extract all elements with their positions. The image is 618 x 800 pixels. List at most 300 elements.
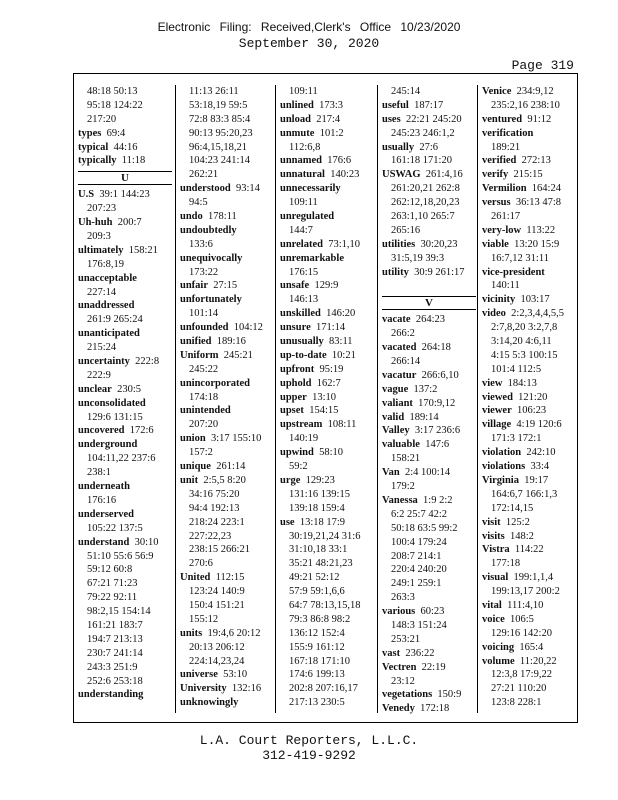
index-word: view [482,377,503,389]
index-refs: 3:17 155:10 [210,433,262,445]
index-entry [180,321,274,335]
index-word: Virginia [482,474,519,486]
index-word: viewer [482,405,512,417]
index-continuation: 20:13 206:12 [189,641,245,653]
index-column-2 [175,85,274,713]
index-refs: 111:4,10 [507,599,544,611]
index-continuation: 101:14 [189,308,219,320]
index-refs: 171:14 [316,322,346,334]
index-refs: 187:17 [414,99,444,111]
index-entry [280,363,374,377]
index-entry [180,279,274,293]
index-entry [382,369,476,383]
index-continuation: 53:18,19 59:5 [189,99,248,111]
index-word: unnatural [280,169,325,181]
index-continuation: 35:21 48:21,23 [289,558,353,570]
index-word: unfortunately [180,294,242,306]
index-refs: 189:16 [216,336,246,348]
index-continuation: 202:8 207:16,17 [289,683,358,695]
index-continuation: 112:6,8 [289,141,321,153]
index-entry [180,474,274,488]
index-refs: 147:6 [425,439,450,451]
index-continuation: 261:9 265:24 [87,314,143,326]
index-refs: 264:18 [421,342,451,354]
index-entry [280,418,374,432]
index-word: unacceptable [78,272,137,284]
blank-line [382,279,476,293]
index-refs: 22:21 245:20 [405,113,462,125]
index-entry [482,307,576,321]
index-word: urge [280,474,301,486]
index-continuation: 6:2 25:7 42:2 [391,508,448,520]
index-word: uncovered [78,425,125,437]
index-continuation: 245:22 [189,363,219,375]
index-word: Vermilion [482,183,527,195]
index-continuation: 173:22 [189,266,219,278]
index-word: unconsolidated [78,397,146,409]
index-continuation: 150:4 151:21 [189,599,245,611]
index-word: unit [180,474,199,486]
index-continuation: 253:21 [391,633,421,645]
index-entry [482,641,576,655]
index-refs: 53:10 [223,669,248,681]
index-word: Uh-huh [78,217,113,229]
index-refs: 121:20 [518,391,548,403]
index-entry [482,404,576,418]
index-entry [78,188,172,202]
index-continuation: 72:8 83:3 85:4 [189,113,251,125]
index-continuation: 222:9 [87,369,111,381]
index-entry [180,210,274,224]
index-continuation: 263:1,10 265:7 [391,211,455,223]
index-refs: 11:20,22 [519,655,557,667]
index-refs: 164:24 [531,183,561,195]
index-word: Valley [382,425,410,437]
index-entry [482,168,576,182]
index-refs: 272:13 [521,155,551,167]
index-word: vicinity [482,294,516,306]
index-entry [482,127,576,141]
index-continuation: 172:14,15 [491,502,534,514]
index-entry [78,508,172,522]
index-refs: 215:15 [513,169,543,181]
index-continuation: 16:7,12 31:11 [491,252,549,264]
index-word: universe [180,669,218,681]
index-entry [78,438,172,452]
index-entry [280,307,374,321]
index-entry [382,99,476,113]
index-entry [280,99,374,113]
index-column-5 [477,85,576,713]
index-continuation: 261:20,21 262:8 [391,183,460,195]
index-word: verified [482,155,517,167]
index-continuation: 220:4 240:20 [391,564,447,576]
index-word: volume [482,655,515,667]
index-continuation: 179:2 [391,481,415,493]
index-refs: 13:20 15:9 [514,238,560,250]
index-word: unknowingly [180,697,239,709]
index-entry [382,341,476,355]
index-entry [180,571,274,585]
index-word: vast [382,647,401,659]
index-continuation: 262:21 [189,169,219,181]
index-column-1 [78,85,172,713]
index-word: unremarkable [280,252,344,264]
index-word: unsure [280,322,311,334]
index-entry [280,252,374,266]
index-refs: 19:17 [524,474,549,486]
index-entry [482,655,576,669]
index-continuation: 109:11 [289,197,318,209]
index-continuation: 224:14,23,24 [189,655,245,667]
index-continuation: 167:18 171:10 [289,655,350,667]
index-word: unaddressed [78,300,135,312]
index-refs: 108:11 [327,419,357,431]
index-refs: 3:17 236:6 [414,425,461,437]
index-word: uncertainty [78,356,130,368]
index-word: uphold [280,377,312,389]
index-refs: 148:2 [510,530,534,542]
index-continuation: 12:3,8 17:9,22 [491,669,552,681]
index-word: unload [280,113,311,125]
index-word: verification [482,127,534,139]
index-entry [280,349,374,363]
index-word: unfounded [180,322,229,334]
index-refs: 2:4 100:14 [404,467,451,479]
index-word: unfair [180,280,209,292]
index-column-4 [377,85,476,713]
index-word: utilities [382,238,416,250]
index-continuation: 176:15 [289,266,319,278]
index-entry [382,647,476,661]
index-continuation: 94:4 192:13 [189,502,240,514]
index-word: visual [482,572,509,584]
index-entry [280,127,374,141]
index-continuation: 49:21 52:12 [289,572,340,584]
index-continuation: 176:8,19 [87,258,125,270]
index-continuation: 270:6 [189,558,213,570]
index-continuation: 146:13 [289,294,319,306]
index-continuation: 217:20 [87,113,117,125]
index-word: vacated [382,342,417,354]
index-continuation: 90:13 95:20,23 [189,127,253,139]
index-word: underserved [78,508,134,520]
index-continuation: 252:6 253:18 [87,675,143,687]
index-word: unlined [280,99,314,111]
index-word: upstream [280,419,323,431]
index-continuation: 177:18 [491,558,521,570]
index-entry [482,599,576,613]
index-continuation: 174:6 199:13 [289,669,345,681]
index-word: U.S [78,189,95,201]
index-entry [180,404,274,418]
index-refs: 39:1 144:23 [99,189,150,201]
index-entry [382,438,476,452]
index-continuation: 31:5,19 39:3 [391,252,445,264]
index-refs: 33:4 [530,461,550,473]
index-word: undoubtedly [180,224,237,236]
index-continuation: 155:9 161:12 [289,641,345,653]
index-word: upfront [280,363,315,375]
index-entry [280,238,374,252]
index-refs: 261:14 [216,461,246,473]
index-word: violation [482,447,522,459]
index-continuation: 164:6,7 166:1,3 [491,488,558,500]
index-continuation: 105:22 137:5 [87,522,143,534]
index-entry [482,474,576,488]
index-word: unsafe [280,280,310,292]
index-word: Vanessa [382,494,418,506]
index-refs: 112:15 [215,572,245,584]
index-refs: 104:12 [233,322,263,334]
index-entry [280,391,374,405]
index-refs: 140:23 [330,169,360,181]
index-word: visits [482,530,505,542]
index-refs: 60:23 [420,606,445,618]
index-word: types [78,127,102,139]
index-continuation: 59:12 60:8 [87,564,133,576]
index-entry [482,460,576,474]
index-entry [482,418,576,432]
index-entry [382,383,476,397]
index-entry [78,355,172,369]
index-word: valid [382,411,405,423]
index-entry [280,404,374,418]
index-entry [482,196,576,210]
index-entry [78,216,172,230]
index-word: unrelated [280,238,323,250]
index-word: voicing [482,641,515,653]
index-continuation: 227:22,23 [189,530,232,542]
index-entry [280,335,374,349]
index-continuation: 64:7 78:13,15,18 [289,599,361,611]
index-column-3 [275,85,374,713]
index-continuation: 51:10 55:6 56:9 [87,550,154,562]
index-word: versus [482,197,511,209]
index-word: visit [482,516,501,528]
index-refs: 27:15 [213,280,238,292]
index-continuation: 194:7 213:13 [87,633,143,645]
index-entry [382,141,476,155]
index-word: violations [482,461,526,473]
index-continuation: 263:3 [391,592,415,604]
index-entry [482,113,576,127]
index-word: upwind [280,447,314,459]
index-word: Vistra [482,544,510,556]
index-word: unincorporated [180,377,251,389]
index-continuation: 266:2 [391,328,415,340]
index-word: United [180,572,211,584]
index-continuation: 249:1 259:1 [391,578,442,590]
index-continuation: 174:18 [189,391,219,403]
index-continuation: 4:15 5:3 100:15 [491,349,558,361]
index-continuation: 139:18 159:4 [289,502,345,514]
index-word: Vectren [382,661,417,673]
index-word: understand [78,536,130,548]
index-continuation: 148:3 151:24 [391,619,447,631]
index-word: valiant [382,397,413,409]
index-entry [180,682,274,696]
index-refs: 4:19 120:6 [516,419,562,431]
index-refs: 242:10 [526,447,556,459]
index-continuation: 79:22 92:11 [87,592,138,604]
index-refs: 30:9 261:17 [414,266,465,278]
index-continuation: 57:9 59:1,6,6 [289,586,345,598]
index-entry [482,293,576,307]
index-word: use [280,516,295,528]
index-entry [482,530,576,544]
index-entry [382,605,476,619]
index-refs: 172:6 [129,425,154,437]
index-refs: 19:4,6 20:12 [207,627,261,639]
index-entry [482,266,576,280]
index-word: typical [78,141,109,153]
index-entry [180,668,274,682]
index-refs: 132:16 [231,683,262,695]
index-word: valuable [382,439,420,451]
index-word: unique [180,461,211,473]
index-continuation: 207:20 [189,419,219,431]
index-continuation: 161:18 171:20 [391,155,452,167]
index-continuation: 230:7 241:14 [87,647,143,659]
index-refs: 162:7 [316,377,341,389]
index-word: unnecessarily [280,183,341,195]
index-word: Van [382,467,400,479]
index-word: very-low [482,224,522,236]
index-continuation: 245:14 [391,86,421,97]
index-entry [382,702,476,716]
index-refs: 125:2 [505,516,530,528]
index-entry [280,516,374,530]
index-refs: 189:14 [409,411,439,423]
index-refs: 234:9,12 [516,86,554,97]
index-continuation: 23:12 [391,675,415,687]
index-entry [78,154,172,168]
index-continuation: 95:18 124:22 [87,99,143,111]
index-entry [280,474,374,488]
index-word: University [180,683,227,695]
index-continuation: 101:4 112:5 [491,363,542,375]
index-refs: 199:1,1,4 [513,572,554,584]
index-word: USWAG [382,169,421,181]
index-continuation: 176:16 [87,494,117,506]
index-continuation: 199:13,17 200:2 [491,586,560,598]
index-entry [78,127,172,141]
index-entry [180,349,274,363]
index-continuation: 140:11 [491,280,520,292]
index-word: ventured [482,113,523,125]
index-refs: 22:19 [421,661,446,673]
index-refs: 266:6,10 [421,369,459,381]
index-entry [280,210,374,224]
index-continuation: 208:7 214:1 [391,550,442,562]
index-entry [482,154,576,168]
index-entry [180,293,274,307]
index-word: usually [382,141,415,153]
index-refs: 103:17 [520,294,550,306]
index-entry [78,141,172,155]
index-refs: 106:23 [516,405,547,417]
index-word: verify [482,169,509,181]
index-refs: 73:1,10 [328,238,361,250]
index-continuation: 243:3 251:9 [87,661,138,673]
index-word: unified [180,336,212,348]
index-entry [382,313,476,327]
index-word: village [482,419,512,431]
index-refs: 91:12 [527,113,552,125]
index-word: various [382,606,416,618]
index-refs: 236:22 [405,647,435,659]
index-word: unequivocally [180,252,243,264]
index-refs: 165:4 [519,641,544,653]
index-refs: 245:21 [223,349,253,361]
index-entry [382,238,476,252]
index-continuation: 67:21 71:23 [87,578,138,590]
index-continuation: 171:3 172:1 [491,433,542,445]
index-continuation: 123:24 140:9 [189,586,245,598]
index-entry [382,466,476,480]
index-refs: 173:3 [319,99,344,111]
index-word: unusually [280,336,324,348]
index-continuation: 265:16 [391,224,421,236]
index-entry [482,613,576,627]
index-continuation: 218:24 223:1 [189,516,245,528]
index-refs: 2:5,5 8:20 [203,474,246,486]
index-word: units [180,627,203,639]
index-refs: 200:7 [117,217,142,229]
index-continuation: 161:21 183:7 [87,619,143,631]
index-entry [180,627,274,641]
index-continuation: 123:8 228:1 [491,697,542,709]
index-entry [180,432,274,446]
index-continuation: 104:23 241:14 [189,155,250,167]
index-entry [280,168,374,182]
reporter-company: L.A. Court Reporters, L.L.C. [199,733,419,748]
index-entry [180,224,274,238]
index-refs: 217:4 [316,113,341,125]
index-entry [382,397,476,411]
index-refs: 113:22 [526,224,556,236]
index-continuation: 136:12 152:4 [289,627,345,639]
index-continuation: 98:2,15 154:14 [87,606,151,618]
index-continuation: 104:11,22 237:6 [87,453,156,465]
index-word: unskilled [280,308,321,320]
index-word: unclear [78,383,112,395]
index-entry [78,299,172,313]
index-refs: 150:9 [437,689,462,701]
index-continuation: 266:14 [391,356,421,368]
index-continuation: 27:21 110:20 [491,683,547,695]
index-entry [482,238,576,252]
index-word: understood [180,183,231,195]
index-word: vacate [382,314,411,326]
index-entry [382,494,476,508]
index-refs: 114:22 [514,544,544,556]
index-word: undo [180,211,203,223]
index-continuation: 245:23 246:1,2 [391,127,455,139]
index-word: Venedy [382,703,415,715]
index-entry [482,224,576,238]
index-word: unnamed [280,155,323,167]
index-entry [382,266,476,280]
index-entry [180,460,274,474]
index-word: video [482,308,506,320]
index-refs: 36:13 47:8 [515,197,562,209]
page-number: Page 319 [511,58,574,73]
index-entry [78,383,172,397]
index-entry [78,480,172,494]
index-entry [482,446,576,460]
